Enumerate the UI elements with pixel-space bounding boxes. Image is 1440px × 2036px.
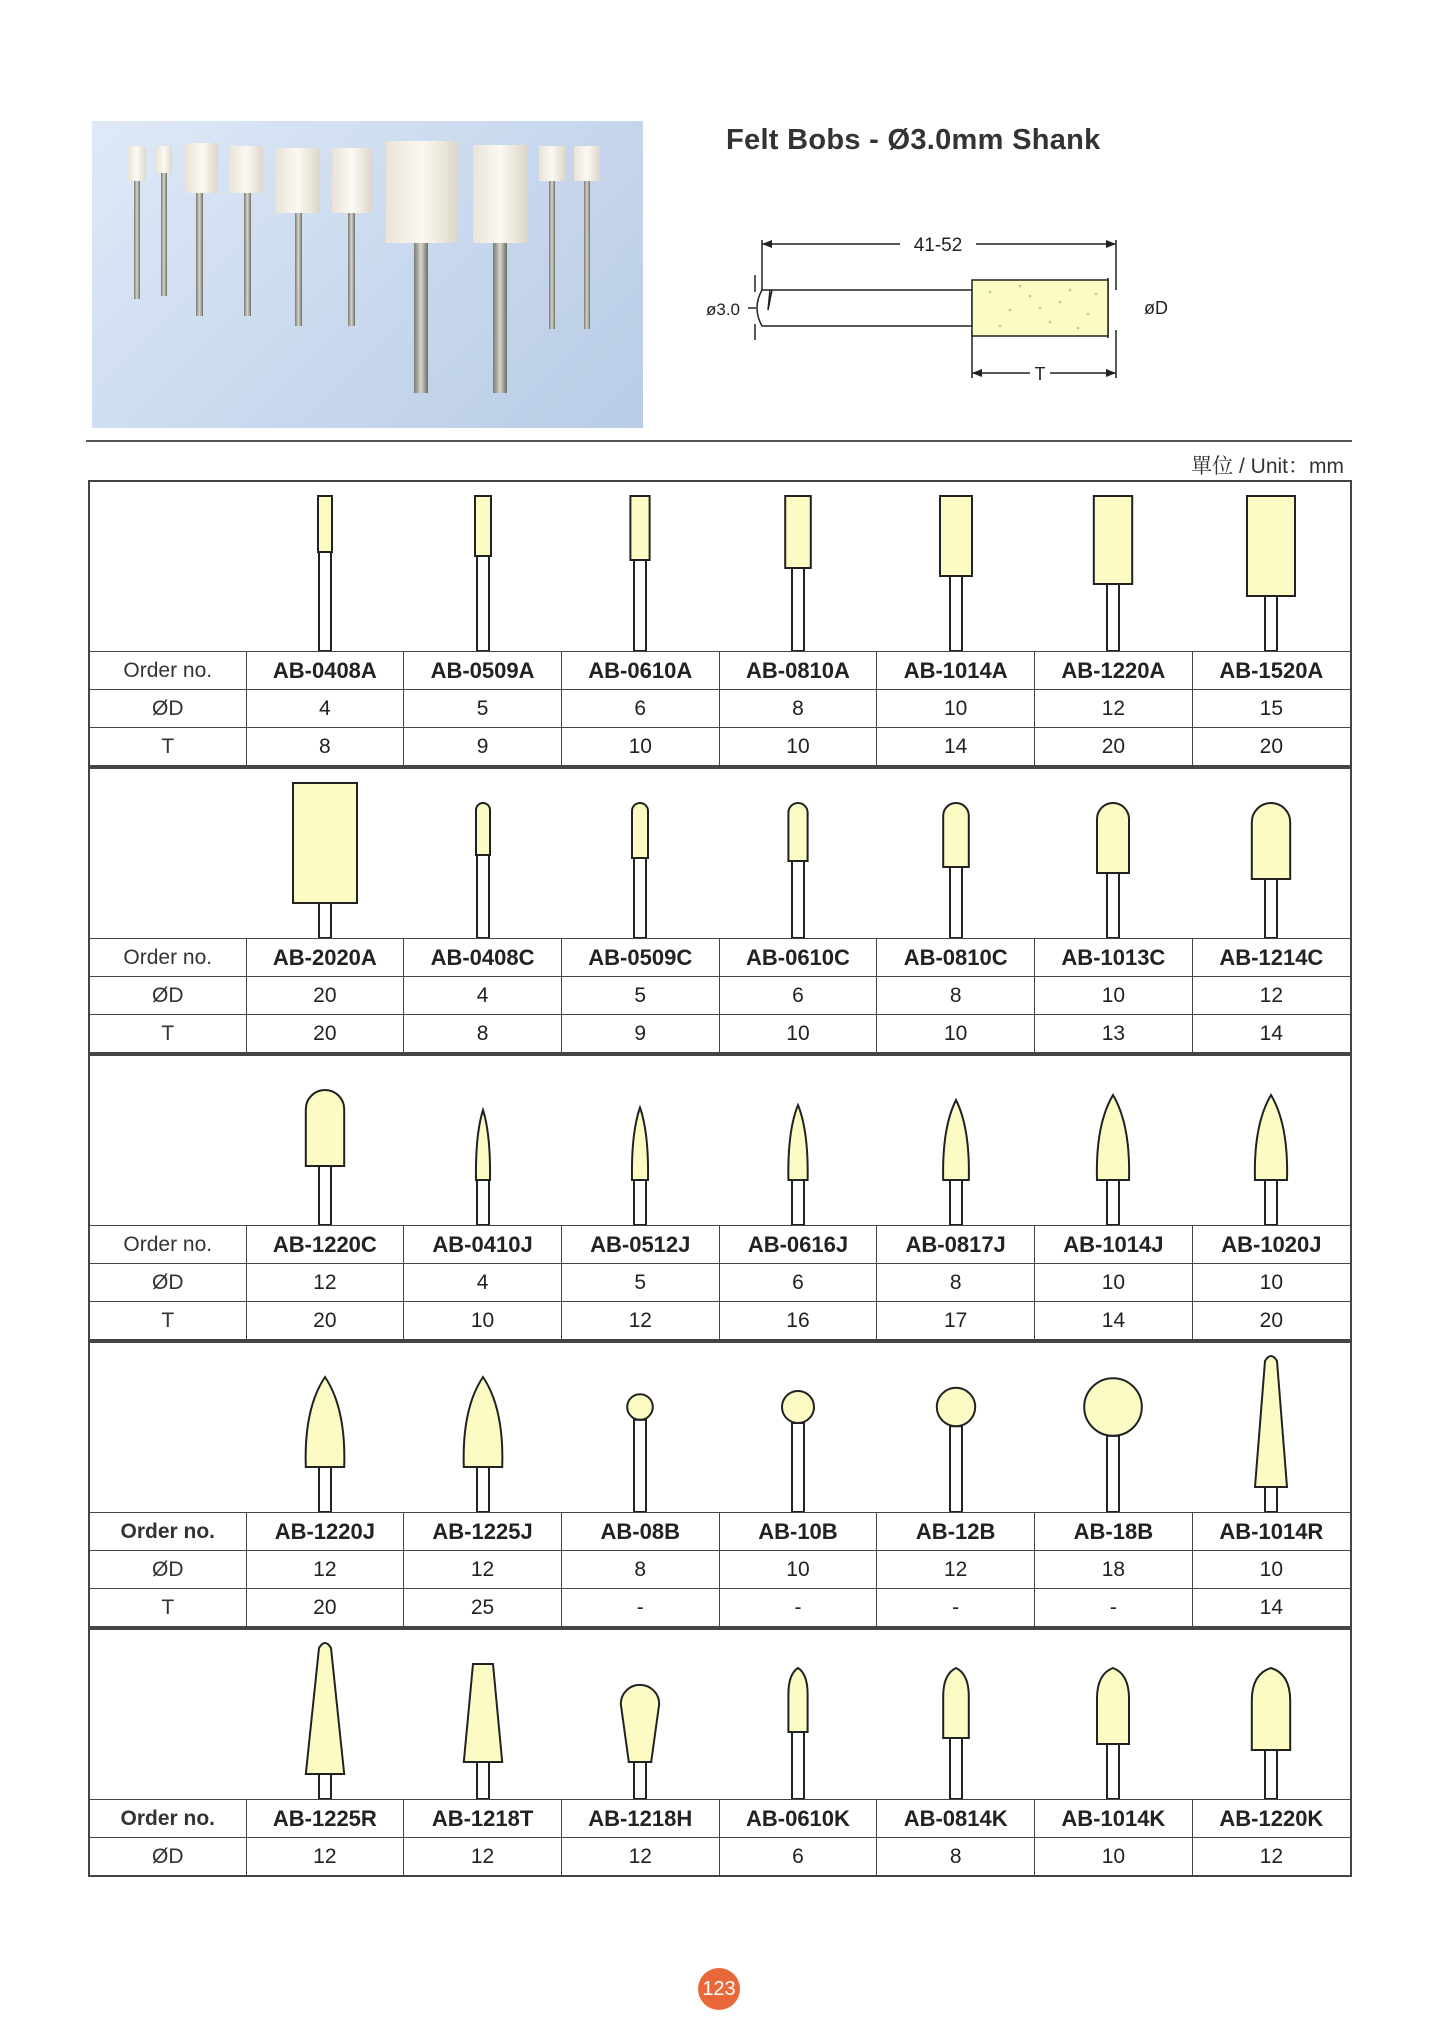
od-value: 12 [1192,977,1350,1015]
od-value: 12 [404,1551,562,1589]
od-value: 4 [404,977,562,1015]
product-image-cell [246,769,404,939]
felt-bob-drawing [720,1347,876,1512]
felt-bob-drawing [247,1060,403,1225]
product-image-cell [246,1630,404,1800]
od-value: 5 [561,977,719,1015]
felt-bob-drawing [247,1634,403,1799]
od-value: 5 [404,690,562,728]
product-block [88,480,1352,767]
felt-bob-drawing [1193,773,1349,938]
t-value: 20 [1035,728,1193,766]
felt-bob-drawing [562,1347,718,1512]
product-image-cell [561,1343,719,1513]
order-number: AB-1014K [1035,1800,1193,1838]
empty-cell [90,1343,246,1513]
order-number: AB-0509A [404,652,562,690]
product-image-cell [1192,482,1350,652]
felt-bobs-photo [92,121,643,428]
felt-bob-drawing [405,486,561,651]
order-number: AB-1220J [246,1513,404,1551]
felt-bob-drawing [1193,1634,1349,1799]
product-image-cell [877,1630,1035,1800]
felt-bob-drawing [562,1060,718,1225]
t-value: 14 [877,728,1035,766]
felt-bob-drawing [1035,1347,1191,1512]
empty-cell [90,769,246,939]
t-value: - [877,1589,1035,1627]
felt-bob-drawing [1193,1347,1349,1512]
order-number: AB-1214C [1192,939,1350,977]
order-number: AB-0616J [719,1226,877,1264]
product-block [88,1341,1352,1628]
od-value: 6 [719,977,877,1015]
od-value: 12 [246,1264,404,1302]
order-label: Order no. [90,939,246,977]
od-value: 10 [1035,977,1193,1015]
empty-cell [90,482,246,652]
felt-bob-drawing [878,1347,1034,1512]
shank-label: ø3.0 [706,300,741,319]
od-value: 12 [1035,690,1193,728]
felt-bob-drawing [1193,1060,1349,1225]
order-number: AB-0817J [877,1226,1035,1264]
od-value: 12 [1192,1838,1350,1876]
order-number: AB-2020A [246,939,404,977]
order-number: AB-0814K [877,1800,1035,1838]
felt-bob-drawing [562,773,718,938]
t-value: 9 [404,728,562,766]
t-label: T [90,1015,246,1053]
product-image-cell [1192,1343,1350,1513]
felt-bob-drawing [1035,1060,1191,1225]
order-number: AB-0408C [404,939,562,977]
order-number: AB-1013C [1035,939,1193,977]
order-number: AB-0610K [719,1800,877,1838]
od-value: 8 [561,1551,719,1589]
order-number: AB-1218T [404,1800,562,1838]
t-value: 20 [246,1589,404,1627]
felt-bob-drawing [1035,773,1191,938]
felt-bob-drawing [247,486,403,651]
od-value: 12 [877,1551,1035,1589]
product-image-cell [246,1056,404,1226]
od-value: 6 [719,1264,877,1302]
od-label: ØD [90,690,246,728]
product-image-cell [1192,769,1350,939]
product-block [88,767,1352,1054]
t-value: 16 [719,1302,877,1340]
t-value: 10 [561,728,719,766]
felt-bob-drawing [405,1634,561,1799]
order-number: AB-0810A [719,652,877,690]
felt-bob-drawing [720,1060,876,1225]
t-value: 10 [877,1015,1035,1053]
felt-bob-drawing [247,773,403,938]
product-image-cell [719,1630,877,1800]
order-number: AB-1014A [877,652,1035,690]
product-image-cell [719,1343,877,1513]
order-number: AB-1218H [561,1800,719,1838]
t-value: 20 [246,1302,404,1340]
felt-bob-drawing [878,1634,1034,1799]
order-number: AB-10B [719,1513,877,1551]
empty-cell [90,1630,246,1800]
product-image-cell [877,1056,1035,1226]
od-value: 10 [1035,1264,1193,1302]
od-value: 12 [246,1551,404,1589]
order-number: AB-0509C [561,939,719,977]
length-label: 41-52 [913,235,963,256]
product-image-cell [1192,1630,1350,1800]
order-number: AB-1220C [246,1226,404,1264]
product-image-cell [404,482,562,652]
order-number: AB-1014J [1035,1226,1193,1264]
order-label: Order no. [90,1226,246,1264]
divider [86,440,1352,442]
felt-bob-drawing [1035,486,1191,651]
order-number: AB-1020J [1192,1226,1350,1264]
order-number: AB-1520A [1192,652,1350,690]
order-number: AB-12B [877,1513,1035,1551]
order-number: AB-18B [1035,1513,1193,1551]
od-label: ØD [90,1838,246,1876]
order-number: AB-1225R [246,1800,404,1838]
product-image-cell [561,482,719,652]
t-value: 10 [719,1015,877,1053]
felt-bob-drawing [720,486,876,651]
od-value: 6 [719,1838,877,1876]
t-label: T [90,728,246,766]
product-image-cell [1035,482,1193,652]
product-image-cell [877,769,1035,939]
t-label: T [90,1302,246,1340]
od-value: 12 [246,1838,404,1876]
t-value: 14 [1192,1589,1350,1627]
t-value: 20 [1192,728,1350,766]
product-image-cell [719,482,877,652]
product-image-cell [246,1343,404,1513]
product-block [88,1054,1352,1341]
felt-bob-drawing [878,486,1034,651]
t-value: 20 [1192,1302,1350,1340]
product-block [88,1628,1352,1877]
product-image-cell [404,1056,562,1226]
felt-bob-drawing [562,486,718,651]
od-value: 12 [561,1838,719,1876]
felt-bob-drawing [405,1347,561,1512]
product-image-cell [404,1343,562,1513]
t-value: - [719,1589,877,1627]
od-value: 4 [404,1264,562,1302]
order-number: AB-1225J [404,1513,562,1551]
product-image-cell [719,1056,877,1226]
product-image-cell [1192,1056,1350,1226]
t-label: T [90,1589,246,1627]
product-image-cell [877,482,1035,652]
order-number: AB-08B [561,1513,719,1551]
t-value: 8 [404,1015,562,1053]
od-value: 10 [1192,1551,1350,1589]
od-value: 8 [877,1838,1035,1876]
order-number: AB-1014R [1192,1513,1350,1551]
order-number: AB-0810C [877,939,1035,977]
order-number: AB-0410J [404,1226,562,1264]
product-image-cell [877,1343,1035,1513]
page-title: Felt Bobs - Ø3.0mm Shank [726,124,1101,156]
felt-bob-drawing [720,773,876,938]
t-value: 13 [1035,1015,1193,1053]
order-number: AB-0408A [246,652,404,690]
product-image-cell [404,1630,562,1800]
od-value: 15 [1192,690,1350,728]
od-value: 4 [246,690,404,728]
empty-cell [90,1056,246,1226]
od-value: 5 [561,1264,719,1302]
product-image-cell [561,769,719,939]
product-image-cell [561,1056,719,1226]
product-image-cell [404,769,562,939]
od-value: 8 [877,1264,1035,1302]
order-number: AB-1220A [1035,652,1193,690]
page-number-badge: 123 [698,1968,740,2010]
od-value: 8 [877,977,1035,1015]
od-label: ØD [90,1551,246,1589]
felt-bob-drawing [247,1347,403,1512]
od-label: ØD [90,1264,246,1302]
felt-bob-drawing [405,773,561,938]
od-value: 10 [1035,1838,1193,1876]
od-value: 18 [1035,1551,1193,1589]
felt-bob-drawing [878,1060,1034,1225]
t-value: 10 [404,1302,562,1340]
felt-bob-drawing [878,773,1034,938]
felt-bob-drawing [405,1060,561,1225]
unit-label: 單位 / Unit：mm [1191,455,1344,478]
od-label: øD [1144,298,1168,318]
product-photo [92,121,643,428]
product-image-cell [561,1630,719,1800]
felt-bob-drawing [562,1634,718,1799]
felt-bob-drawing [720,1634,876,1799]
product-image-cell [1035,1056,1193,1226]
product-image-cell [246,482,404,652]
felt-bob-drawing [1035,1634,1191,1799]
od-value: 20 [246,977,404,1015]
t-value: - [561,1589,719,1627]
order-number: AB-1220K [1192,1800,1350,1838]
dimension-diagram [700,230,1180,395]
t-value: 14 [1192,1015,1350,1053]
od-value: 6 [561,690,719,728]
order-number: AB-0610A [561,652,719,690]
order-label: Order no. [90,1800,246,1838]
product-image-cell [719,769,877,939]
od-label: ØD [90,977,246,1015]
product-image-cell [1035,1343,1193,1513]
od-value: 10 [1192,1264,1350,1302]
product-image-cell [1035,769,1193,939]
od-value: 10 [719,1551,877,1589]
t-value: 8 [246,728,404,766]
order-number: AB-0610C [719,939,877,977]
od-value: 10 [877,690,1035,728]
t-value: 20 [246,1015,404,1053]
order-label: Order no. [90,652,246,690]
t-value: 9 [561,1015,719,1053]
order-number: AB-0512J [561,1226,719,1264]
felt-bob-drawing [1193,486,1349,651]
t-value: - [1035,1589,1193,1627]
t-value: 25 [404,1589,562,1627]
t-value: 12 [561,1302,719,1340]
od-value: 8 [719,690,877,728]
t-label: T [1034,364,1046,384]
od-value: 12 [404,1838,562,1876]
t-value: 17 [877,1302,1035,1340]
t-value: 14 [1035,1302,1193,1340]
order-label: Order no. [90,1513,246,1551]
product-image-cell [1035,1630,1193,1800]
t-value: 10 [719,728,877,766]
